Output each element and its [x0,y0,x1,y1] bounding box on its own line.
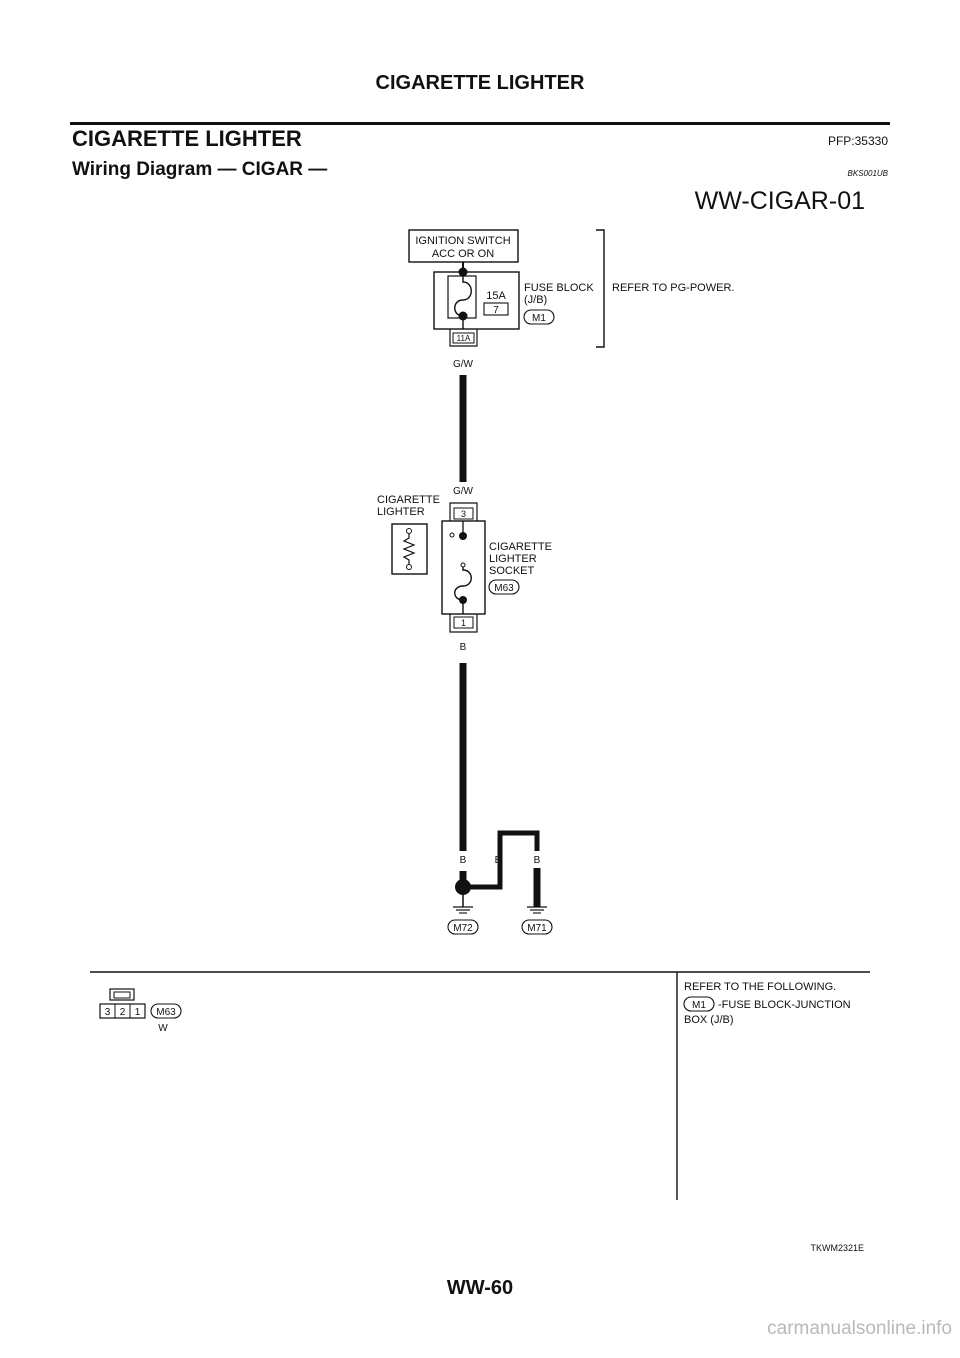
watermark: carmanualsonline.info [767,1318,952,1339]
connector-id: M63 [156,1007,176,1018]
socket-label: CIGARETTE [489,541,552,553]
socket-open-contact [450,533,454,537]
wire-label-gw-bottom: G/W [453,486,473,497]
wire-label-b-socket: B [459,642,467,653]
lighter-terminal-bottom [407,565,412,570]
ignition-switch-mode: ACC OR ON [431,248,495,260]
connector-pin-1: 1 [134,1007,141,1018]
running-header: CIGARETTE LIGHTER [375,72,585,94]
legend-text-2: BOX (J/B) [684,1014,734,1026]
wire-label-gw-top: G/W [453,359,473,370]
fuse-block-connector: M1 [532,313,546,324]
terminal-3: 3 [460,509,467,519]
page-number: WW-60 [446,1277,514,1299]
wire-label-b-mid: B [494,855,502,866]
connector-pin-3: 3 [104,1007,111,1018]
legend-connector: M1 [692,1000,706,1011]
refer-following: REFER TO THE FOLLOWING. [684,981,837,993]
socket-connector: M63 [494,583,514,594]
power-bracket [596,230,604,347]
diagram-title: Wiring Diagram — CIGAR — [72,159,328,180]
fuse-block-label: FUSE BLOCK [524,282,594,294]
fuse-number: 7 [493,305,499,316]
legend-text: -FUSE BLOCK-JUNCTION [718,999,851,1011]
ground-right: M71 [527,923,547,934]
fuse-rating: 15A [486,290,506,302]
connector-color: W [158,1023,168,1034]
ground-left: M72 [453,923,473,934]
lighter-heater-coil [404,534,414,564]
lighter-terminal-top [407,529,412,534]
socket-open-contact-2 [461,563,465,567]
diagram-id: WW-CIGAR-01 [694,187,865,215]
terminal-11a: 11A [456,334,471,343]
socket-label-2: LIGHTER [489,553,537,565]
socket-label-3: SOCKET [489,565,535,577]
terminal-1: 1 [460,618,467,628]
ignition-switch-label: IGNITION SWITCH [415,235,511,247]
socket-element [455,567,472,614]
fuse-output-dot [459,312,468,321]
socket-contact-bottom [459,596,467,604]
wire-label-b-right: B [533,855,541,866]
wire-label-b-left: B [459,855,467,866]
refer-power-note: REFER TO PG-POWER. [612,282,735,294]
connector-pin-2: 2 [119,1007,126,1018]
doc-code: BKS001UB [847,169,888,178]
lighter-box [392,524,427,574]
lighter-label-2: LIGHTER [377,506,425,518]
fuse-block-sublabel: (J/B) [524,294,548,306]
connector-latch-inner [114,992,130,998]
pfp-code: PFP:35330 [827,134,888,148]
figure-code: TKWM2321E [810,1243,864,1253]
socket-contact-top [459,532,467,540]
section-title: CIGARETTE LIGHTER [72,126,302,151]
lighter-label: CIGARETTE [377,494,440,506]
